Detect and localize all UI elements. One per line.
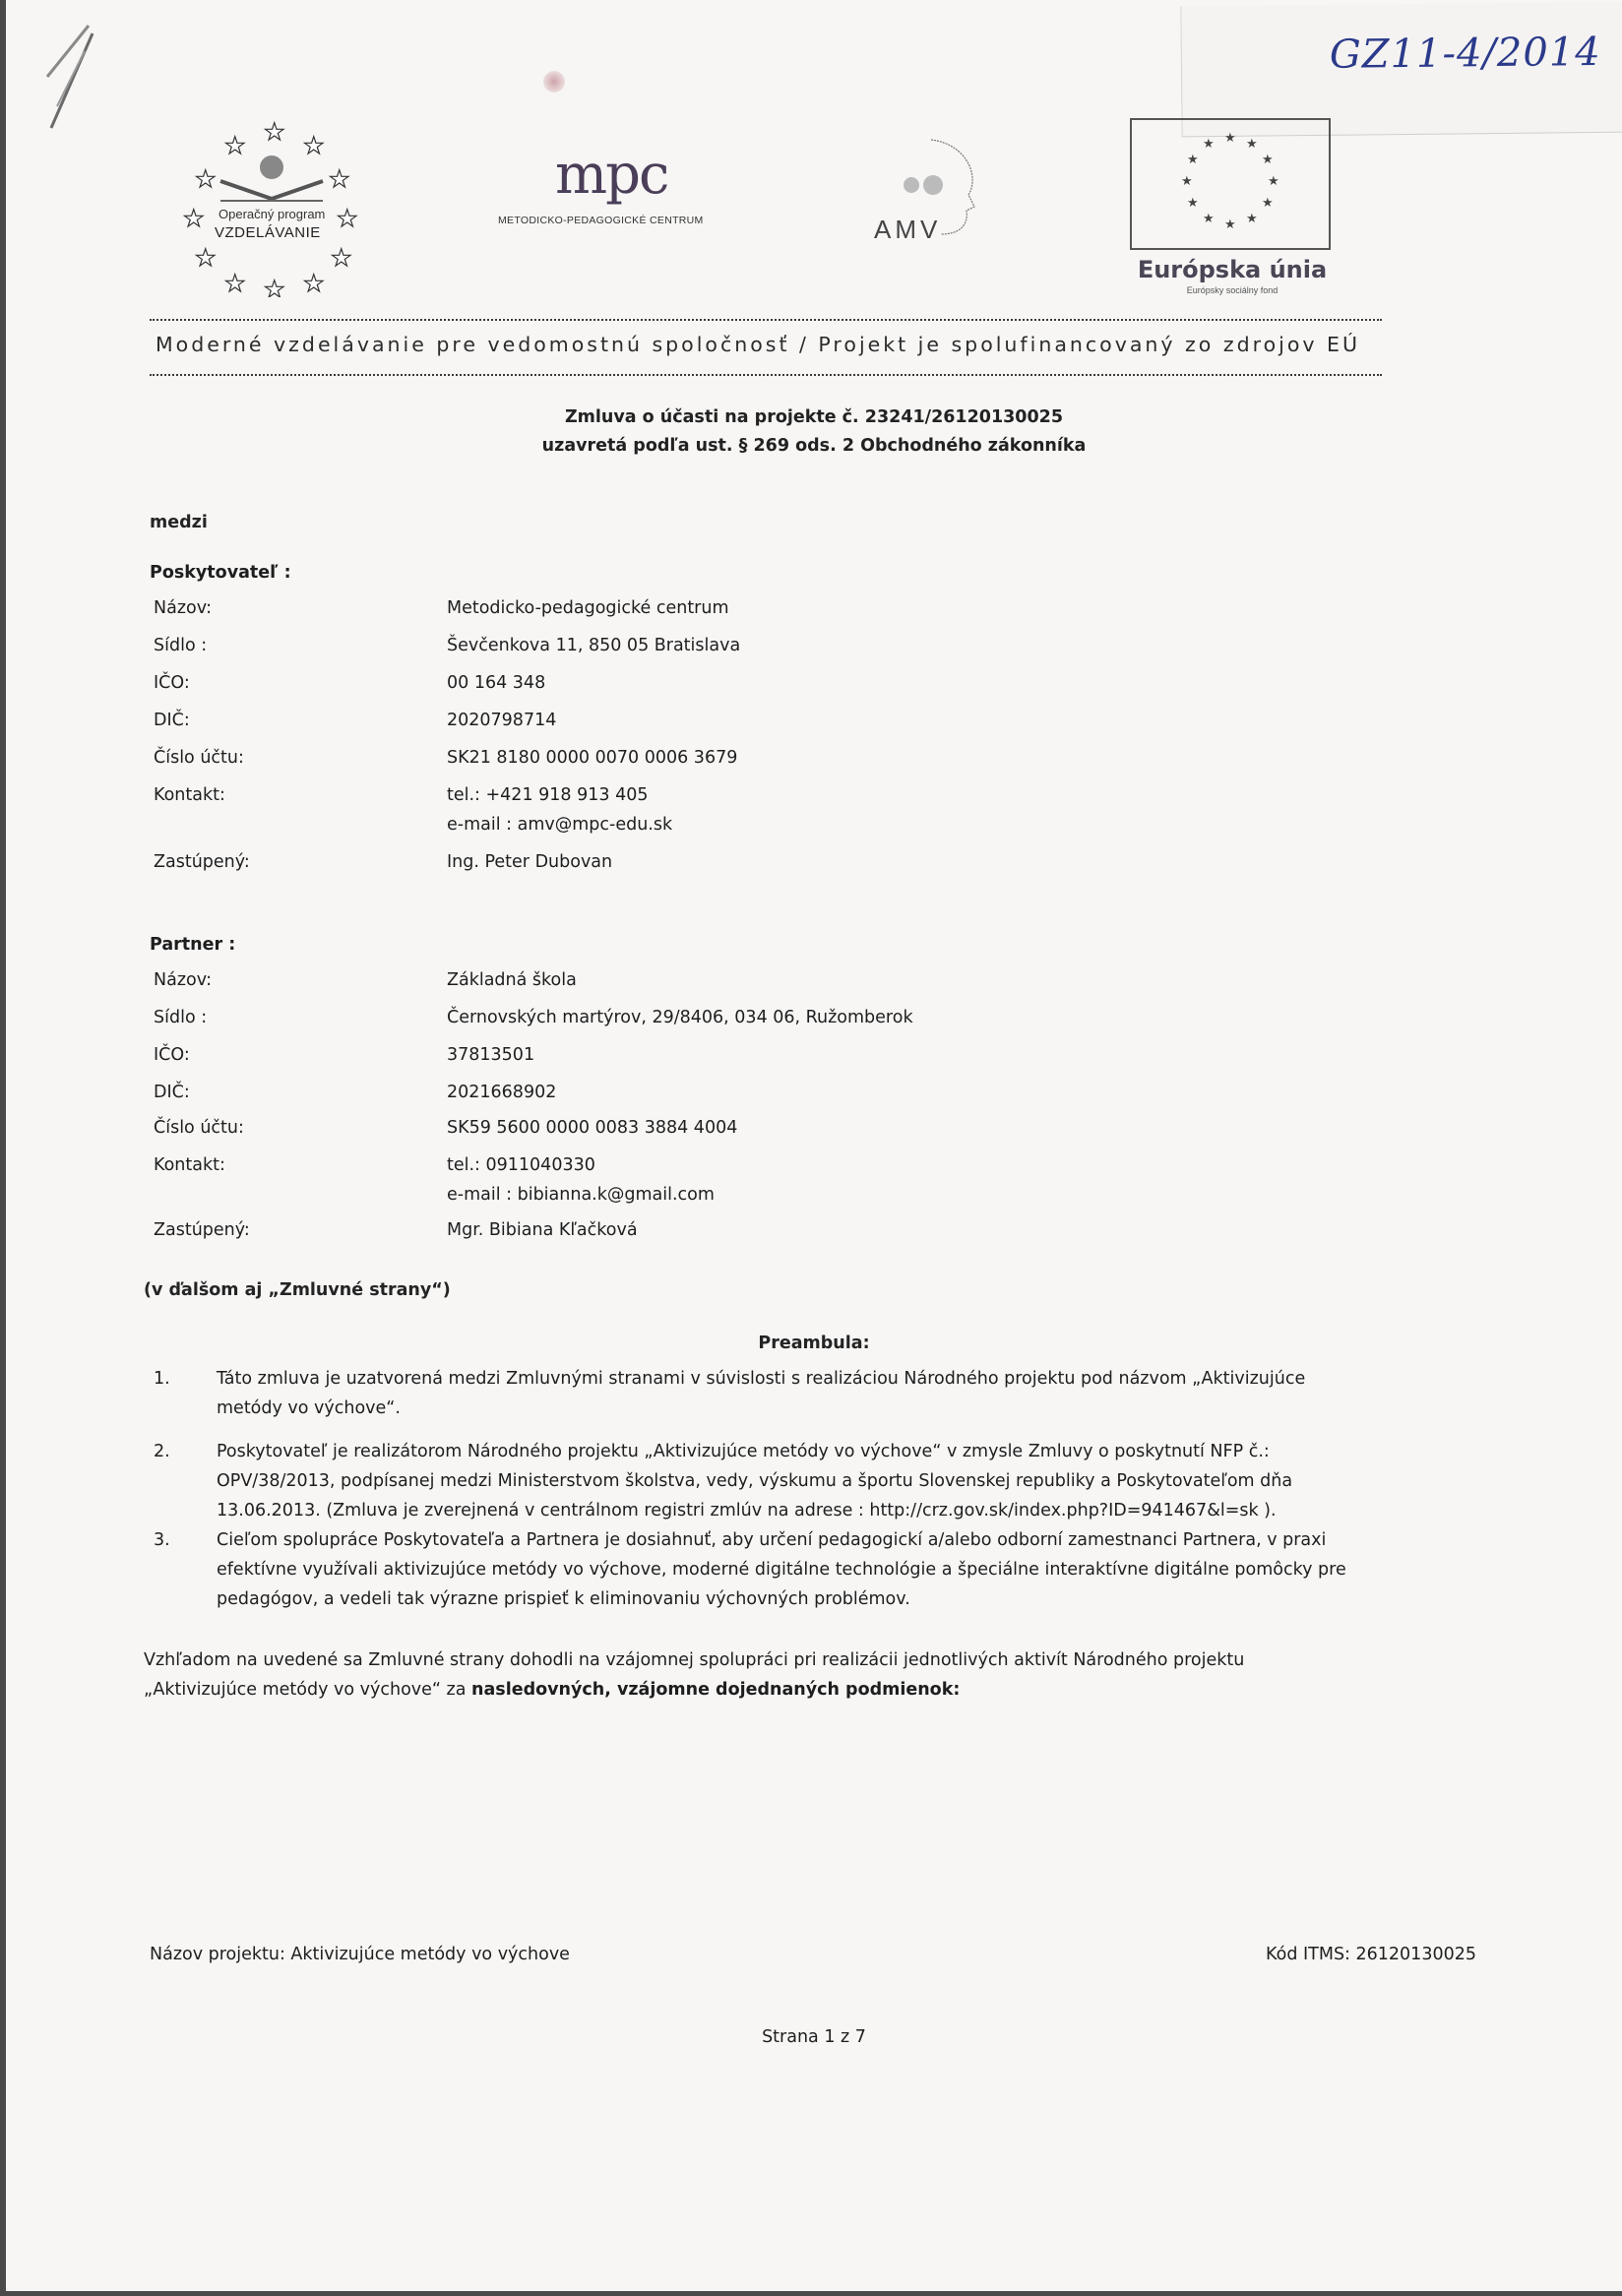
row-label: DIČ: (154, 711, 190, 730)
eu-logo (1130, 118, 1335, 295)
row-label: Názov: (154, 970, 213, 990)
amv-logo (872, 136, 990, 283)
row-label: Zastúpený: (154, 1220, 250, 1240)
row-label: Kontakt: (154, 1155, 225, 1175)
item-line: Táto zmluva je uzatvorená medzi Zmluvnými stranami v súvislosti s realizáciou Národného projektu pod názvom „Aktivizujúce (217, 1369, 1306, 1389)
closing-paragraph (144, 1645, 1482, 1705)
preamble-heading: Preambula: (758, 1334, 870, 1353)
svg-text:★: ★ (264, 118, 285, 146)
row-value: Základná škola (447, 970, 577, 990)
amv-mark: AMV (874, 215, 942, 244)
row-value: Ševčenkova 11, 850 05 Bratislava (447, 636, 741, 655)
svg-text:★: ★ (1187, 196, 1199, 211)
svg-text:★: ★ (183, 205, 205, 232)
parties-note: (v ďalšom aj „Zmluvné strany“) (144, 1280, 451, 1300)
item-line: efektívne využívali aktivizujúce metódy vo výchove, moderné digitálne technológie a špeciálne interaktívne digitálne pomôcky pre (217, 1560, 1346, 1580)
svg-text:★: ★ (1224, 131, 1236, 146)
svg-text:★: ★ (1246, 212, 1258, 226)
provider-heading: Poskytovateľ : (150, 563, 291, 583)
contract-title (6, 403, 1622, 461)
svg-text:★: ★ (1262, 153, 1274, 167)
closing-line2-bold: nasledovných, vzájomne dojednaných podmienok: (471, 1680, 961, 1700)
eu-subtitle: Európsky sociálny fond (1186, 285, 1279, 295)
mpc-mark: mpc (555, 143, 668, 207)
row-label: Názov: (154, 598, 213, 618)
banner-text: Moderné vzdelávanie pre vedomostnú spoločnosť / Projekt je spolufinancovaný zo zdrojov EÚ (156, 333, 1360, 356)
reference-sticker (1180, 2, 1622, 138)
row-value-email: e-mail : bibianna.k@gmail.com (447, 1185, 715, 1205)
contract-title-line2: uzavretá podľa ust. § 269 ods. 2 Obchodného zákonníka (541, 436, 1087, 456)
row-value: Černovských martýrov, 29/8406, 034 06, Ružomberok (447, 1008, 913, 1027)
row-value-email: e-mail : amv@mpc-edu.sk (447, 815, 673, 835)
item-line: pedagógov, a vedeli tak výrazne prispieť k eliminovaniu výchovných problémov. (217, 1589, 910, 1609)
eu-flag-icon (1130, 118, 1331, 250)
row-value: Metodicko-pedagogické centrum (447, 598, 729, 618)
op-line1: Operačný program (218, 207, 326, 221)
banner-rule-bottom (150, 374, 1382, 376)
row-value: 00 164 348 (447, 673, 546, 693)
row-value-phone: tel.: 0911040330 (447, 1155, 595, 1175)
row-label: Číslo účtu: (154, 748, 244, 768)
svg-text:★: ★ (303, 270, 325, 297)
svg-text:★: ★ (329, 165, 350, 193)
row-label: Sídlo : (154, 636, 208, 655)
row-value: 2020798714 (447, 711, 557, 730)
closing-line1: Vzhľadom na uvedené sa Zmluvné strany dohodli na vzájomnej spolupráci pri realizácii jednotlivých aktivít Národného projektu (144, 1650, 1245, 1670)
item-number: 3. (154, 1530, 170, 1550)
row-label: IČO: (154, 673, 190, 693)
row-value: SK21 8180 0000 0070 0006 3679 (447, 748, 738, 768)
item-line: metódy vo výchove“. (217, 1398, 401, 1418)
between-label: medzi (150, 513, 208, 532)
banner-rule-top (150, 319, 1382, 321)
document-page (6, 0, 1622, 2291)
row-label: Sídlo : (154, 1008, 208, 1027)
item-line: 13.06.2013. (Zmluva je zverejnená v centrálnom registri zmlúv na adrese : http://crz.gov.sk/index.php?ID=941467&l=sk ). (217, 1501, 1277, 1520)
item-number: 1. (154, 1369, 170, 1389)
svg-text:★: ★ (1203, 212, 1215, 226)
mpc-subtitle: METODICKO-PEDAGOGICKÉ CENTRUM (498, 215, 704, 226)
row-value: Ing. Peter Dubovan (447, 852, 613, 872)
stars-ring-icon (173, 110, 370, 297)
row-value: 37813501 (447, 1045, 535, 1065)
handwritten-reference: GZ11-4/2014 (1329, 29, 1601, 78)
closing-line2: „Aktivizujúce metódy vo výchove“ za (144, 1680, 472, 1700)
item-line: Cieľom spolupráce Poskytovateľa a Partnera je dosiahnuť, aby určení pedagogickí a/alebo odborní zamestnanci Partnera, v praxi (217, 1530, 1327, 1550)
eu-stars-icon (1132, 120, 1329, 248)
operational-program-logo (173, 110, 370, 297)
svg-text:★: ★ (331, 244, 352, 272)
footer-project-name: Názov projektu: Aktivizujúce metódy vo výchove (150, 1945, 570, 1964)
op-line2: VZDELÁVANIE (215, 224, 321, 241)
page-number: Strana 1 z 7 (762, 2027, 866, 2047)
item-line: Poskytovateľ je realizátorom Národného projektu „Aktivizujúce metódy vo výchove“ v zmysle Zmluvy o poskytnutí NFP č.: (217, 1442, 1270, 1461)
row-value: SK59 5600 0000 0083 3884 4004 (447, 1118, 738, 1138)
svg-text:★: ★ (1246, 137, 1258, 152)
row-label: Číslo účtu: (154, 1118, 244, 1138)
row-label: Zastúpený: (154, 852, 250, 872)
contract-title-line1: Zmluva o účasti na projekte č. 23241/26120130025 (564, 407, 1064, 427)
svg-text:★: ★ (1203, 137, 1215, 152)
item-number: 2. (154, 1442, 170, 1461)
svg-text:★: ★ (195, 165, 217, 193)
row-value: Mgr. Bibiana Kľačková (447, 1220, 638, 1240)
stain (543, 71, 565, 93)
svg-text:★: ★ (264, 276, 285, 297)
svg-text:★: ★ (1187, 153, 1199, 167)
svg-text:★: ★ (303, 132, 325, 159)
row-label: DIČ: (154, 1083, 190, 1102)
row-value: 2021668902 (447, 1083, 557, 1102)
footer-itms-code: Kód ITMS: 26120130025 (1266, 1945, 1476, 1964)
staple-icon (43, 22, 102, 140)
svg-text:★: ★ (1224, 217, 1236, 232)
svg-text:★: ★ (1268, 174, 1279, 189)
svg-text:★: ★ (1262, 196, 1274, 211)
row-label: IČO: (154, 1045, 190, 1065)
svg-text:★: ★ (1181, 174, 1193, 189)
svg-text:★: ★ (224, 270, 246, 297)
mpc-logo (498, 143, 754, 226)
partner-heading: Partner : (150, 935, 236, 955)
row-label: Kontakt: (154, 785, 225, 805)
eu-title: Európska únia (1137, 256, 1328, 283)
svg-text:★: ★ (337, 205, 358, 232)
svg-text:★: ★ (195, 244, 217, 272)
item-line: OPV/38/2013, podpísanej medzi Ministerstvom školstva, vedy, výskumu a športu Slovenskej republiky a Poskytovateľom dňa (217, 1471, 1293, 1491)
svg-text:★: ★ (224, 132, 246, 159)
row-value-phone: tel.: +421 918 913 405 (447, 785, 649, 805)
